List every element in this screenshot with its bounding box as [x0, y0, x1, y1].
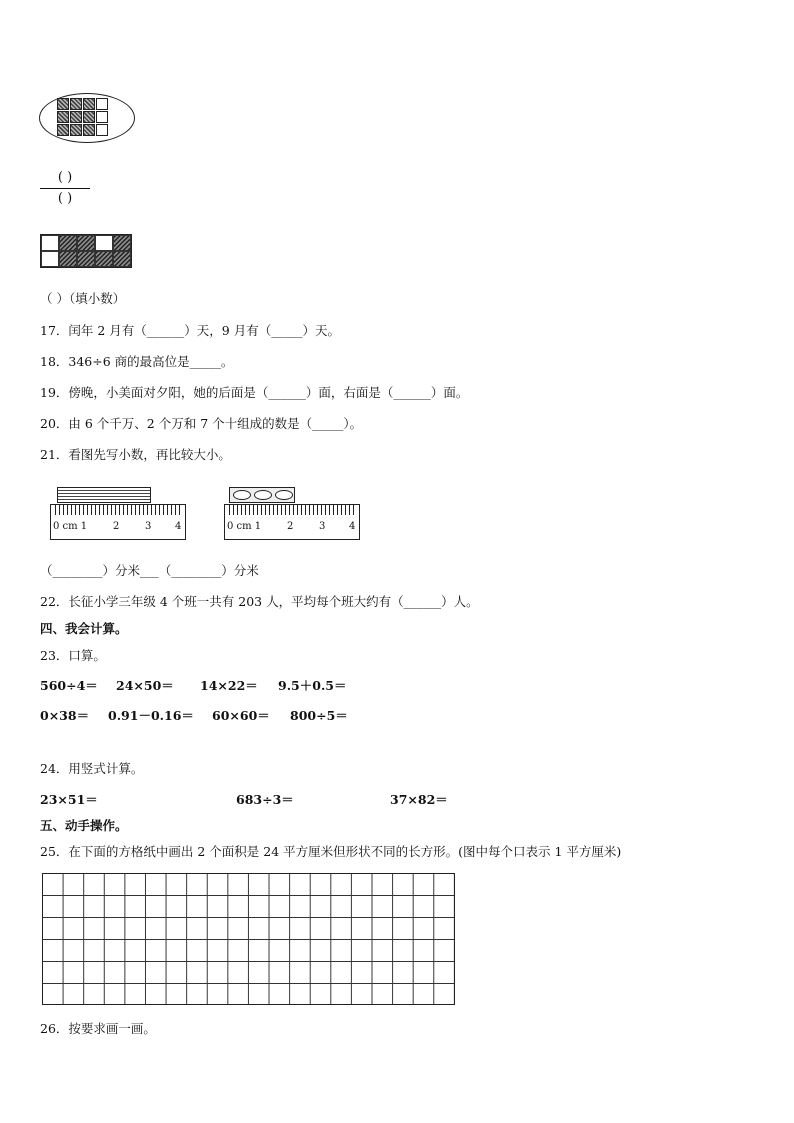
question-26: 26．按要求画一画。 — [40, 1021, 156, 1036]
oval-cell-shaded — [70, 111, 82, 123]
oval-cell-empty — [96, 98, 108, 110]
question-24: 24．用竖式计算。 — [40, 761, 144, 776]
strip-cell-empty — [41, 251, 59, 267]
oral-calc-7: 60×60＝ — [212, 708, 270, 723]
ruler-label-4: 4 — [175, 521, 182, 532]
oral-calc-3: 14×22＝ — [200, 678, 258, 693]
ruler-label-2: 2 — [287, 521, 294, 532]
oral-calc-2: 24×50＝ — [116, 678, 174, 693]
oral-calc-5: 0×38＝ — [40, 708, 90, 723]
pattern-blob — [254, 490, 272, 500]
oval-cell-shaded — [70, 98, 82, 110]
question-19: 19．傍晚，小美面对夕阳，她的后面是（______）面，右面是（______）面。 — [40, 385, 469, 400]
oral-calc-8: 800÷5＝ — [290, 708, 348, 723]
strip-cell-shaded — [77, 235, 95, 251]
oval-cell-shaded — [83, 98, 95, 110]
strip-cell-empty — [95, 235, 113, 251]
oval-cell-empty — [96, 124, 108, 136]
section-five-heading: 五、动手操作。 — [40, 818, 128, 833]
oral-calc-6: 0.91－0.16＝ — [108, 708, 194, 723]
ruler-label-3: 3 — [319, 521, 326, 532]
ruler-label-0: 0 cm 1 — [53, 521, 88, 532]
strip-cell-shaded — [113, 235, 131, 251]
ruler-label-4: 4 — [349, 521, 356, 532]
striped-bar-object — [57, 487, 151, 503]
pattern-blob — [275, 490, 293, 500]
strip-cell-shaded — [77, 251, 95, 267]
fraction-blank — [40, 170, 90, 207]
fraction-denominator: ( ) — [57, 191, 73, 206]
question-18: 18．346÷6 商的最高位是_____。 — [40, 354, 234, 369]
question-17: 17．闰年 2 月有（______）天，9 月有（_____）天。 — [40, 323, 340, 338]
strip-cell-shaded — [95, 251, 113, 267]
strip-cell-empty — [41, 235, 59, 251]
ruler-label-3: 3 — [145, 521, 152, 532]
oval-cell-shaded — [57, 98, 69, 110]
oval-cell-shaded — [57, 111, 69, 123]
vertical-calc-1: 23×51＝ — [40, 792, 98, 807]
question-25: 25．在下面的方格纸中画出 2 个面积是 24 平方厘米但形状不同的长方形。(图中每个口表示 1 平方厘米) — [40, 844, 622, 859]
oval-cell-shaded — [70, 124, 82, 136]
question-23: 23．口算。 — [40, 648, 106, 663]
oval-grid-figure — [39, 93, 135, 143]
oval-cell-shaded — [83, 124, 95, 136]
question-22: 22．长征小学三年级 4 个班一共有 203 人，平均每个班大约有（______）人。 — [40, 594, 479, 609]
oral-calc-4: 9.5＋0.5＝ — [278, 678, 347, 693]
strip-cell-shaded — [113, 251, 131, 267]
oval-cell-shaded — [57, 124, 69, 136]
ruler-label-0: 0 cm 1 — [227, 521, 262, 532]
fraction-numerator: ( ) — [57, 170, 73, 185]
ruler-ticks — [229, 505, 355, 515]
section-four-heading: 四、我会计算。 — [40, 621, 128, 636]
question-20: 20．由 6 个千万、2 个万和 7 个十组成的数是（_____）。 — [40, 416, 363, 431]
question-21: 21．看图先写小数，再比较大小。 — [40, 447, 231, 462]
ruler-left — [50, 504, 186, 540]
ruler-right — [224, 504, 360, 540]
fill-decimal-line: （ ）（填小数） — [40, 291, 126, 306]
grid-paper[interactable] — [42, 873, 455, 1005]
oval-cell-shaded — [83, 111, 95, 123]
pattern-blob — [233, 490, 251, 500]
oval-inner-grid — [57, 98, 108, 136]
ruler-ticks — [55, 505, 181, 515]
shaded-strip-figure — [40, 234, 132, 268]
vertical-calc-2: 683÷3＝ — [236, 792, 294, 807]
strip-cell-shaded — [59, 251, 77, 267]
oral-calc-1: 560÷4＝ — [40, 678, 98, 693]
question-21-answer: （________）分米___（________）分米 — [40, 563, 259, 578]
fraction-bar — [40, 188, 90, 189]
vertical-calc-3: 37×82＝ — [390, 792, 448, 807]
patterned-bar-object — [229, 487, 295, 503]
oval-cell-empty — [96, 111, 108, 123]
ruler-label-2: 2 — [113, 521, 120, 532]
strip-cell-shaded — [59, 235, 77, 251]
